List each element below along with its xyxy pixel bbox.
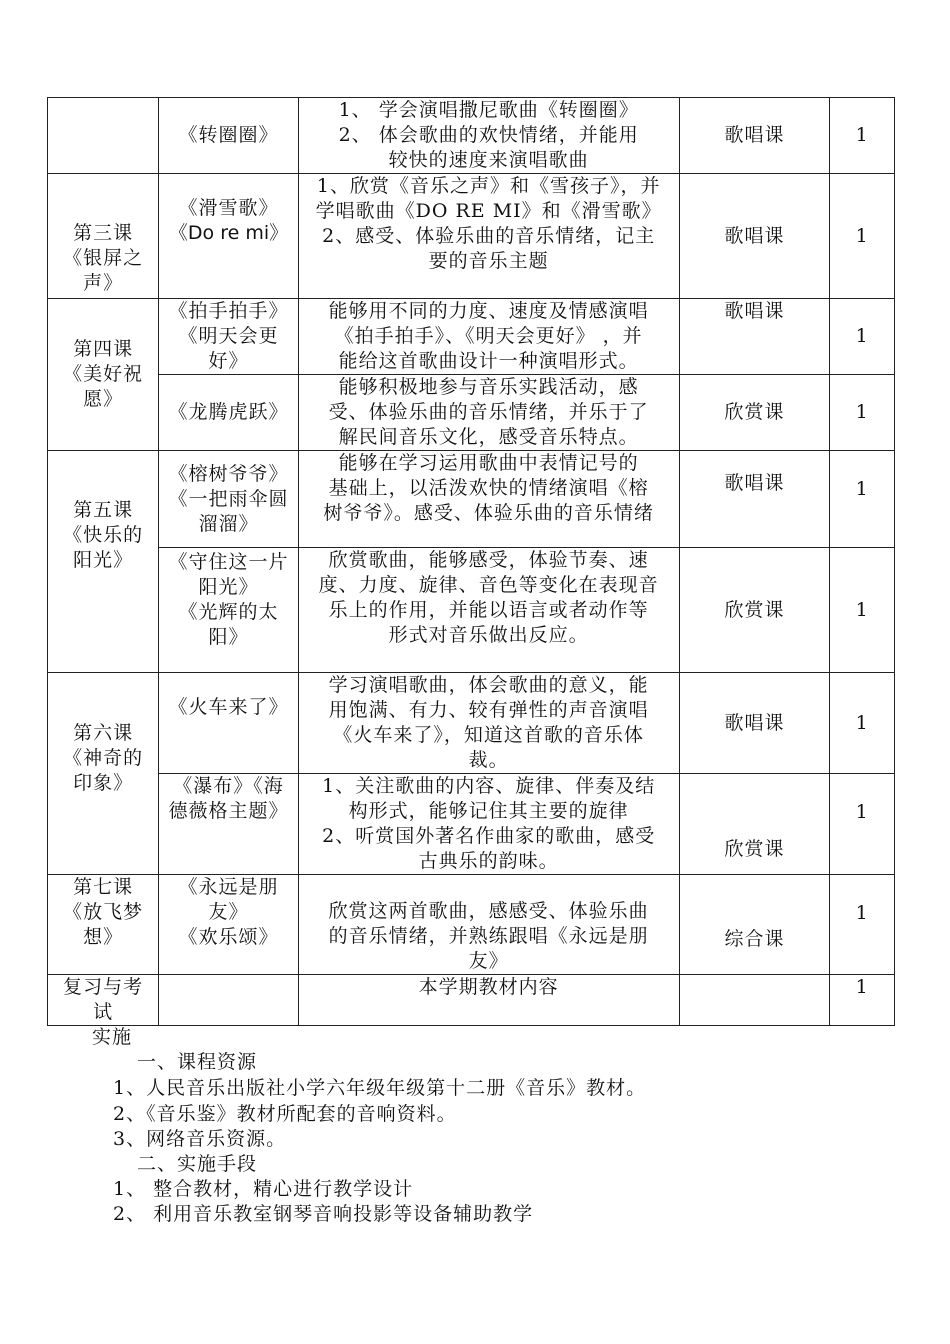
song-cell [159,875,298,975]
goal-line: 2、听赏国外著名作曲家的歌曲，感受 [322,825,656,847]
unit-line: 《美好祝 [63,363,144,385]
table-row [48,375,895,451]
song-line: 德薇格主题》 [168,800,289,822]
unit-line: 声》 [83,272,124,294]
hours-label: 1 [855,902,869,924]
table-row [48,98,895,174]
hours-cell [830,875,895,975]
type-cell [679,975,830,1026]
unit-line: 《神奇的 [63,747,144,769]
hours-cell: 1 [830,98,895,174]
song-line: 阳光》 [198,576,259,598]
unit-line: 阳光》 [73,549,134,571]
unit-cell [48,673,159,875]
goal-line: 1、关注歌曲的内容、旋律、伴奏及结 [322,775,656,797]
song-cell [159,451,298,548]
goal-line: 能够在学习运用歌曲中表情记号的 [338,452,639,474]
goal-line: 基础上，以活泼欢快的情绪演唱《榕 [328,477,649,499]
goal-line: 能给这首歌曲设计一种演唱形式。 [338,350,639,372]
table-row [48,174,895,299]
unit-line: 第三课 [73,222,134,244]
song-cell [159,673,298,774]
goal-line: 受、体验乐曲的音乐情绪，并乐于了 [328,401,649,423]
goal-line: 学习演唱歌曲，体会歌曲的意义，能 [328,674,649,696]
unit-cell [48,875,159,975]
list-item: 2、《音乐鉴》教材所配套的音响资料。 [113,1103,457,1125]
goal-cell [298,673,679,774]
unit-line: 愿》 [83,388,124,410]
unit-line: 想》 [83,926,124,948]
goal-cell [298,875,679,975]
song-line: 《一把雨伞圆 [168,487,289,510]
hours-cell: 1 [830,375,895,451]
goal-line: 2、感受、体验乐曲的音乐情绪，记主 [322,225,656,247]
goal-line: 度、力度、旋律、音色等变化在表现音 [318,574,659,596]
goal-line: 要的音乐主题 [428,250,549,272]
unit-cell [48,98,159,174]
goal-line: 本学期教材内容 [418,976,559,998]
goal-cell [298,98,679,174]
song-line: 《永远是朋 [178,876,279,898]
hours-label: 1 [855,976,869,998]
song-cell [159,375,298,451]
table-row [48,299,895,375]
goal-cell [298,299,679,375]
goal-line: 友》 [468,950,509,972]
goal-cell [298,375,679,451]
unit-line: 第四课 [73,338,134,360]
type-label: 欣赏课 [724,838,785,860]
song-cell [159,174,298,299]
unit-line: 第六课 [73,722,134,744]
hours-label: 1 [855,801,869,823]
goal-line: 1、 学会演唱撒尼歌曲《转圈圈》 [338,99,639,121]
song-line: 《龙腾虎跃》 [168,401,289,423]
list-item: 1、 整合教材，精心进行教学设计 [113,1178,414,1200]
goal-line: 较快的速度来演唱歌曲 [388,149,589,171]
section-heading: 二、实施手段 [137,1153,258,1175]
table-row [48,875,895,975]
goal-cell [298,774,679,875]
type-cell: 歌唱课 [679,299,830,375]
table-row [48,673,895,774]
goal-line: 能够积极地参与音乐实践活动，感 [338,376,639,398]
song-cell [159,548,298,673]
unit-cell [48,975,159,1026]
table-row [48,548,895,673]
song-line: 《守住这一片 [168,551,289,573]
song-line: 溜溜》 [198,512,259,535]
table-row [48,774,895,875]
unit-line: 《放飞梦 [63,901,144,923]
hours-cell: 1 [830,548,895,673]
goal-line: 乐上的作用，并能以语言或者动作等 [328,599,649,621]
goal-line: 2、 体会歌曲的欢快情绪，并能用 [338,124,639,146]
type-label: 综合课 [724,928,785,950]
unit-line: 《快乐的 [63,524,144,546]
song-cell [159,299,298,375]
goal-cell [298,548,679,673]
hours-cell: 1 [830,299,895,375]
type-cell: 歌唱课 [679,98,830,174]
song-cell [159,975,298,1026]
unit-line: 试 [93,1001,114,1023]
goal-cell [298,174,679,299]
list-item: 2、 利用音乐教室钢琴音响投影等设备辅助教学 [113,1203,534,1225]
hours-cell [830,975,895,1026]
hours-cell: 1 [830,673,895,774]
hours-cell: 1 [830,174,895,299]
song-line: 《榕树爷爷》 [168,462,289,485]
song-line: 友》 [208,901,249,923]
list-item: 1、人民音乐出版社小学六年级年级第十二册《音乐》教材。 [113,1077,647,1099]
goal-line: 欣赏歌曲，能够感受，体验节奏、速 [328,549,649,571]
song-line: 《瀑布》《海 [173,775,284,797]
song-line: 《拍手拍手》 [168,300,289,322]
unit-line: 《银屏之 [63,247,144,269]
unit-cell [48,451,159,673]
type-cell: 欣赏课 [679,548,830,673]
type-cell [679,875,830,975]
goal-line: 《火车来了》，知道这首歌的音乐体 [333,724,644,746]
goal-cell [298,975,679,1026]
list-item: 3、网络音乐资源。 [113,1128,287,1150]
table-row [48,451,895,548]
hours-cell: 1 [830,451,895,548]
notes-heading: 实施 [92,1026,133,1048]
song-line: 《滑雪歌》 [178,197,279,219]
song-cell [159,774,298,875]
song-line: 《Do re mi》 [168,222,289,244]
goal-line: 用饱满、有力、较有弹性的声音演唱 [328,699,649,721]
goal-line: 形式对音乐做出反应。 [388,624,589,646]
unit-line: 复习与考 [63,976,144,998]
song-line: 阳》 [208,626,249,648]
type-cell: 歌唱课 [679,174,830,299]
unit-line: 第五课 [73,499,134,521]
goal-line: 的音乐情绪，并熟练跟唱《永远是朋 [328,925,649,947]
goal-line: 学唱歌曲《DO RE MI》和《滑雪歌》 [315,200,662,222]
goal-line: 构形式，能够记住其主要的旋律 [348,800,629,822]
unit-line: 第七课 [73,876,134,898]
song-line: 《光辉的太 [178,601,279,623]
goal-line: 解民间音乐文化，感受音乐特点。 [338,426,639,448]
unit-cell [48,299,159,451]
unit-cell [48,174,159,299]
song-line: 好》 [208,350,249,372]
goal-line: 《拍手拍手》、《明天会更好》 ，并 [334,325,643,347]
curriculum-table [47,97,895,1026]
song-line: 《明天会更 [178,325,279,347]
goal-cell [298,451,679,548]
song-cell [159,98,298,174]
type-cell [679,774,830,875]
song-line: 《火车来了》 [168,696,289,718]
goal-line: 欣赏这两首歌曲，感感受、体验乐曲 [328,900,649,922]
type-cell: 欣赏课 [679,375,830,451]
goal-line: 裁。 [468,749,509,771]
goal-line: 树爷爷》。感受、体验乐曲的音乐情绪 [323,502,654,524]
unit-line: 印象》 [73,772,134,794]
goal-line: 1、欣赏《音乐之声》和《雪孩子》，并 [316,175,661,197]
hours-cell [830,774,895,875]
type-cell: 歌唱课 [679,673,830,774]
goal-line: 古典乐的韵味。 [418,850,559,872]
type-cell: 歌唱课 [679,451,830,548]
table-row [48,975,895,1026]
section-heading: 一、课程资源 [137,1051,258,1073]
song-line: 《欢乐颂》 [178,926,279,948]
song-line: 《转圈圈》 [178,124,279,146]
goal-line: 能够用不同的力度、速度及情感演唱 [328,300,649,322]
